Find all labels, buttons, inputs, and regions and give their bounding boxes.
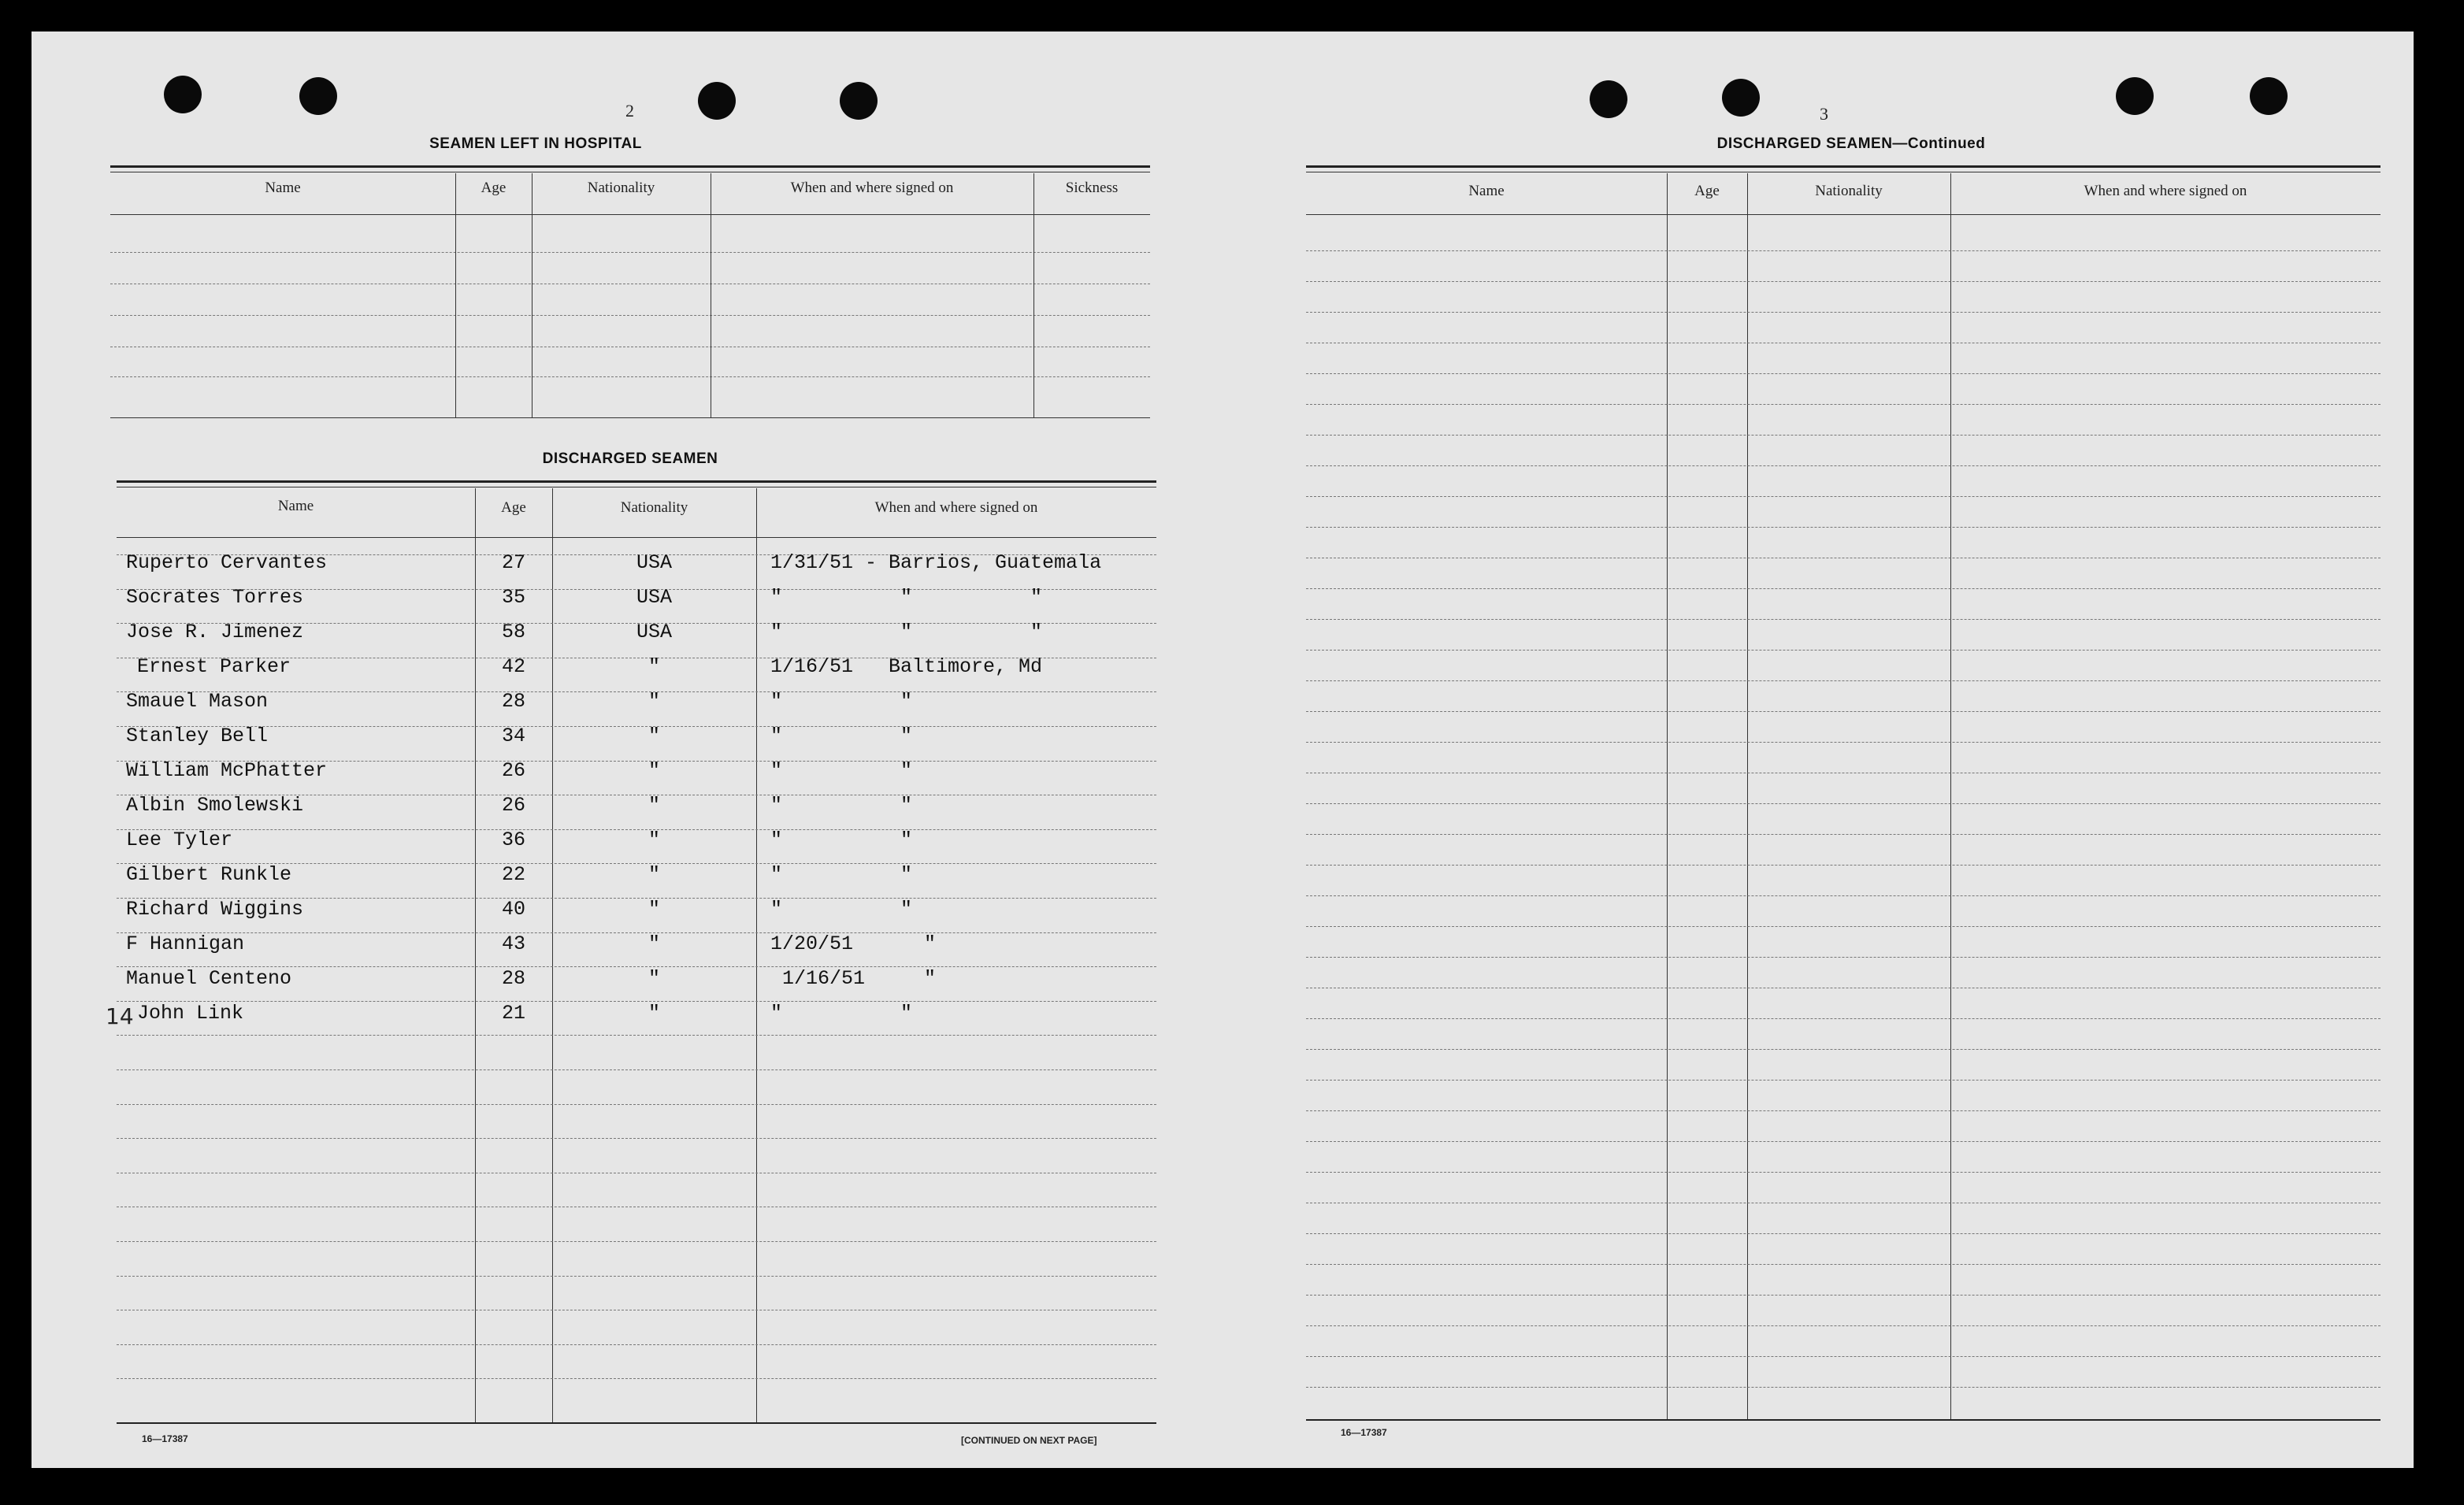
punch-hole <box>164 76 202 113</box>
seaman-age: 28 <box>501 690 525 713</box>
seaman-age: 43 <box>501 932 525 955</box>
seaman-age: 26 <box>501 759 525 782</box>
seaman-signed-on: " " <box>770 898 913 921</box>
continued-note: [CONTINUED ON NEXT PAGE] <box>961 1435 1097 1446</box>
seaman-nationality: USA <box>636 586 672 609</box>
seaman-age: 34 <box>501 725 525 747</box>
continued-header-name: Name <box>1468 183 1505 199</box>
seaman-name: Richard Wiggins <box>126 898 304 921</box>
discharged-section-title: DISCHARGED SEAMEN <box>542 450 718 467</box>
seaman-age: 21 <box>501 1002 525 1025</box>
punch-hole <box>1590 80 1627 118</box>
seaman-nationality: " <box>648 759 660 782</box>
seaman-nationality: " <box>648 898 660 921</box>
discharged-continued-table <box>1306 165 2381 1419</box>
punch-hole <box>840 82 878 120</box>
seaman-nationality: " <box>648 725 660 747</box>
seaman-nationality: USA <box>636 621 672 643</box>
seaman-age: 22 <box>501 863 525 886</box>
seaman-age: 35 <box>501 586 525 609</box>
margin-note: 14 <box>106 1003 134 1029</box>
seaman-nationality: USA <box>636 551 672 574</box>
seaman-signed-on: " " <box>770 863 913 886</box>
hospital-header-signed-on: When and where signed on <box>790 180 954 196</box>
seaman-signed-on: " " <box>770 725 913 747</box>
punch-hole <box>2250 77 2288 115</box>
seaman-name: F Hannigan <box>126 932 245 955</box>
seaman-signed-on: 1/16/51 Baltimore, Md <box>770 655 1043 678</box>
seaman-signed-on: " " <box>770 1002 913 1025</box>
discharged-continued-title: DISCHARGED SEAMEN—Continued <box>1716 135 1986 152</box>
discharged-header-nationality: Nationality <box>620 499 688 516</box>
hospital-header-name: Name <box>265 180 301 196</box>
seaman-age: 42 <box>501 655 525 678</box>
seaman-age: 26 <box>501 794 525 817</box>
hospital-section-title: SEAMEN LEFT IN HOSPITAL <box>429 135 642 152</box>
punch-hole <box>698 82 736 120</box>
seaman-signed-on: " " <box>770 759 913 782</box>
seaman-nationality: " <box>648 1002 660 1025</box>
seaman-age: 27 <box>501 551 525 574</box>
seaman-age: 28 <box>501 967 525 990</box>
seaman-name: Ernest Parker <box>137 655 291 678</box>
form-number-left: 16—17387 <box>142 1433 188 1444</box>
hospital-header-sickness: Sickness <box>1065 180 1119 196</box>
discharged-table <box>117 480 1156 1422</box>
seaman-signed-on: " " <box>770 690 913 713</box>
seaman-signed-on: " " " <box>770 586 1043 609</box>
discharged-header-name: Name <box>277 498 314 514</box>
continued-header-age: Age <box>1694 183 1720 199</box>
seaman-name: Smauel Mason <box>126 690 269 713</box>
hospital-header-age: Age <box>481 180 507 196</box>
form-number-right: 16—17387 <box>1341 1427 1387 1438</box>
seaman-age: 40 <box>501 898 525 921</box>
seaman-name: Albin Smolewski <box>126 794 304 817</box>
seaman-nationality: " <box>648 863 660 886</box>
seaman-nationality: " <box>648 967 660 990</box>
seaman-name: Gilbert Runkle <box>126 863 292 886</box>
seaman-nationality: " <box>648 932 660 955</box>
seaman-name: Manuel Centeno <box>126 967 292 990</box>
punch-hole <box>2116 77 2154 115</box>
punch-hole <box>299 77 337 115</box>
seaman-name: John Link <box>137 1002 244 1025</box>
seaman-name: Jose R. Jimenez <box>126 621 304 643</box>
seaman-age: 58 <box>501 621 525 643</box>
punch-hole <box>1722 79 1760 117</box>
seaman-nationality: " <box>648 794 660 817</box>
seaman-signed-on: 1/20/51 " <box>770 932 937 955</box>
discharged-header-age: Age <box>501 499 526 516</box>
seaman-name: Stanley Bell <box>126 725 269 747</box>
page-number-right: 3 <box>1820 104 1828 124</box>
seaman-nationality: " <box>648 655 660 678</box>
seaman-name: Lee Tyler <box>126 828 233 851</box>
seaman-name: William McPhatter <box>126 759 328 782</box>
continued-header-nationality: Nationality <box>1815 183 1883 199</box>
seaman-name: Socrates Torres <box>126 586 304 609</box>
document-sheet <box>32 32 2414 1468</box>
seaman-nationality: " <box>648 690 660 713</box>
seaman-name: Ruperto Cervantes <box>126 551 328 574</box>
seaman-nationality: " <box>648 828 660 851</box>
continued-header-signed-on: When and where signed on <box>2084 183 2247 199</box>
hospital-table <box>110 165 1150 457</box>
seaman-signed-on: " " <box>770 794 913 817</box>
seaman-signed-on: " " <box>770 828 913 851</box>
seaman-signed-on: " " " <box>770 621 1043 643</box>
seaman-signed-on: 1/16/51 " <box>770 967 937 990</box>
hospital-header-nationality: Nationality <box>587 180 655 196</box>
seaman-signed-on: 1/31/51 - Barrios, Guatemala <box>770 551 1102 574</box>
page-number-left: 2 <box>625 101 634 120</box>
seaman-age: 36 <box>501 828 525 851</box>
discharged-header-signed-on: When and where signed on <box>874 499 1038 516</box>
